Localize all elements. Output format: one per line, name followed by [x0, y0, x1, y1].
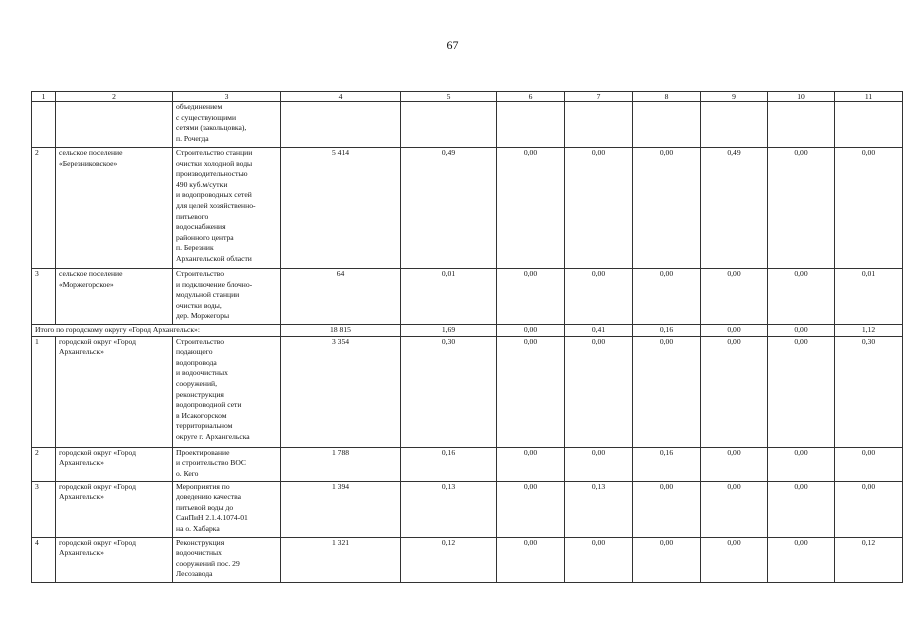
column-number-cell: 2	[56, 92, 173, 102]
value-cell: 1 394	[281, 481, 401, 537]
total-value-cell: 1,12	[835, 325, 903, 337]
column-number-cell: 8	[633, 92, 701, 102]
municipality-cell: сельское поселение «Моржегорское»	[56, 269, 173, 325]
value-cell: 0,00	[565, 447, 633, 481]
table-row	[32, 269, 903, 325]
measure-cell: Реконструкция водоочистных сооружений пос. 29 Лесозавода	[173, 537, 281, 582]
value-cell: 0,00	[497, 481, 565, 537]
value-cell: 0,00	[633, 481, 701, 537]
table-row	[32, 481, 903, 537]
value-cell: 0,00	[633, 537, 701, 582]
value-cell: 5 414	[281, 148, 401, 269]
total-value-cell: 18 815	[281, 325, 401, 337]
measure-cell: Строительство и подключение блочно- модульной станции очистки воды, дер. Моржегоры	[173, 269, 281, 325]
value-cell: 0,00	[497, 447, 565, 481]
municipality-cell: сельское поселение «Березниковское»	[56, 148, 173, 269]
column-number-cell: 10	[768, 92, 835, 102]
total-value-cell: 0,00	[768, 325, 835, 337]
column-number-cell: 7	[565, 92, 633, 102]
table-row	[32, 537, 903, 582]
value-cell	[835, 102, 903, 148]
measure-cell: Проектирование и строительство ВОС о. Кего	[173, 447, 281, 481]
total-value-cell: 0,00	[497, 325, 565, 337]
total-value-cell: 0,16	[633, 325, 701, 337]
value-cell	[281, 102, 401, 148]
value-cell: 0,00	[565, 537, 633, 582]
measure-cell: Мероприятия по доведению качества питьевой воды до СанПиН 2.1.4.1074-01 на о. Хабарка	[173, 481, 281, 537]
value-cell: 0,13	[401, 481, 497, 537]
municipality-cell	[56, 102, 173, 148]
value-cell: 1 321	[281, 537, 401, 582]
table-row	[32, 102, 903, 148]
column-number-cell: 3	[173, 92, 281, 102]
municipality-cell: городской округ «Город Архангельск»	[56, 336, 173, 447]
row-number-cell: 2	[32, 148, 56, 269]
value-cell: 0,49	[401, 148, 497, 269]
value-cell: 0,13	[565, 481, 633, 537]
value-cell	[565, 102, 633, 148]
value-cell: 0,00	[701, 481, 768, 537]
value-cell: 0,00	[633, 269, 701, 325]
value-cell: 0,30	[401, 336, 497, 447]
value-cell: 1 788	[281, 447, 401, 481]
row-number-cell: 1	[32, 336, 56, 447]
value-cell: 0,00	[565, 269, 633, 325]
value-cell: 0,00	[768, 336, 835, 447]
column-number-cell: 4	[281, 92, 401, 102]
column-number-cell: 6	[497, 92, 565, 102]
value-cell: 0,00	[633, 336, 701, 447]
column-number-cell: 1	[32, 92, 56, 102]
value-cell: 0,00	[701, 447, 768, 481]
value-cell: 0,00	[497, 269, 565, 325]
row-number-cell: 3	[32, 269, 56, 325]
row-number-cell	[32, 102, 56, 148]
municipality-cell: городской округ «Город Архангельск»	[56, 447, 173, 481]
value-cell: 0,16	[401, 447, 497, 481]
row-number-cell: 2	[32, 447, 56, 481]
value-cell: 3 354	[281, 336, 401, 447]
row-number-cell: 3	[32, 481, 56, 537]
value-cell: 64	[281, 269, 401, 325]
value-cell: 0,16	[633, 447, 701, 481]
table-row	[32, 447, 903, 481]
value-cell	[633, 102, 701, 148]
value-cell: 0,12	[401, 537, 497, 582]
value-cell: 0,00	[497, 537, 565, 582]
value-cell: 0,00	[633, 148, 701, 269]
value-cell	[701, 102, 768, 148]
value-cell: 0,00	[835, 148, 903, 269]
value-cell: 0,00	[497, 148, 565, 269]
value-cell: 0,30	[835, 336, 903, 447]
value-cell: 0,00	[768, 447, 835, 481]
value-cell: 0,00	[768, 537, 835, 582]
value-cell: 0,00	[565, 148, 633, 269]
value-cell: 0,00	[497, 336, 565, 447]
measure-cell: объединением с существующими сетями (закольцовка), п. Рочегда	[173, 102, 281, 148]
value-cell: 0,00	[701, 537, 768, 582]
value-cell: 0,00	[768, 481, 835, 537]
value-cell: 0,00	[768, 269, 835, 325]
total-value-cell: 1,69	[401, 325, 497, 337]
total-label: Итого по городскому округу «Город Архангельск»:	[32, 325, 281, 337]
municipality-cell: городской округ «Город Архангельск»	[56, 481, 173, 537]
value-cell: 0,00	[701, 336, 768, 447]
row-number-cell: 4	[32, 537, 56, 582]
value-cell	[497, 102, 565, 148]
table-row	[32, 336, 903, 447]
value-cell: 0,00	[565, 336, 633, 447]
data-table	[31, 91, 903, 583]
measure-cell: Строительство подающего водопровода и водоочистных сооружений, реконструкция водопроводной сети в Исакогорском территориальном округе г. Архангельска	[173, 336, 281, 447]
value-cell: 0,00	[835, 481, 903, 537]
value-cell: 0,00	[835, 447, 903, 481]
page-number: 67	[446, 38, 459, 52]
value-cell	[768, 102, 835, 148]
table-row	[32, 148, 903, 269]
value-cell: 0,12	[835, 537, 903, 582]
value-cell	[401, 102, 497, 148]
value-cell: 0,00	[768, 148, 835, 269]
value-cell: 0,49	[701, 148, 768, 269]
total-value-cell: 0,00	[701, 325, 768, 337]
column-number-cell: 11	[835, 92, 903, 102]
column-number-cell: 5	[401, 92, 497, 102]
value-cell: 0,00	[701, 269, 768, 325]
measure-cell: Строительство станции очистки холодной воды производительностью 490 куб.м/сутки и водопроводных сетей для целей хозяйственно- питьевого водоснабжения районного центра п. Березник Архангельской области	[173, 148, 281, 269]
total-value-cell: 0,41	[565, 325, 633, 337]
total-row	[32, 325, 903, 337]
value-cell: 0,01	[835, 269, 903, 325]
municipality-cell: городской округ «Город Архангельск»	[56, 537, 173, 582]
column-number-row	[32, 92, 903, 102]
value-cell: 0,01	[401, 269, 497, 325]
column-number-cell: 9	[701, 92, 768, 102]
